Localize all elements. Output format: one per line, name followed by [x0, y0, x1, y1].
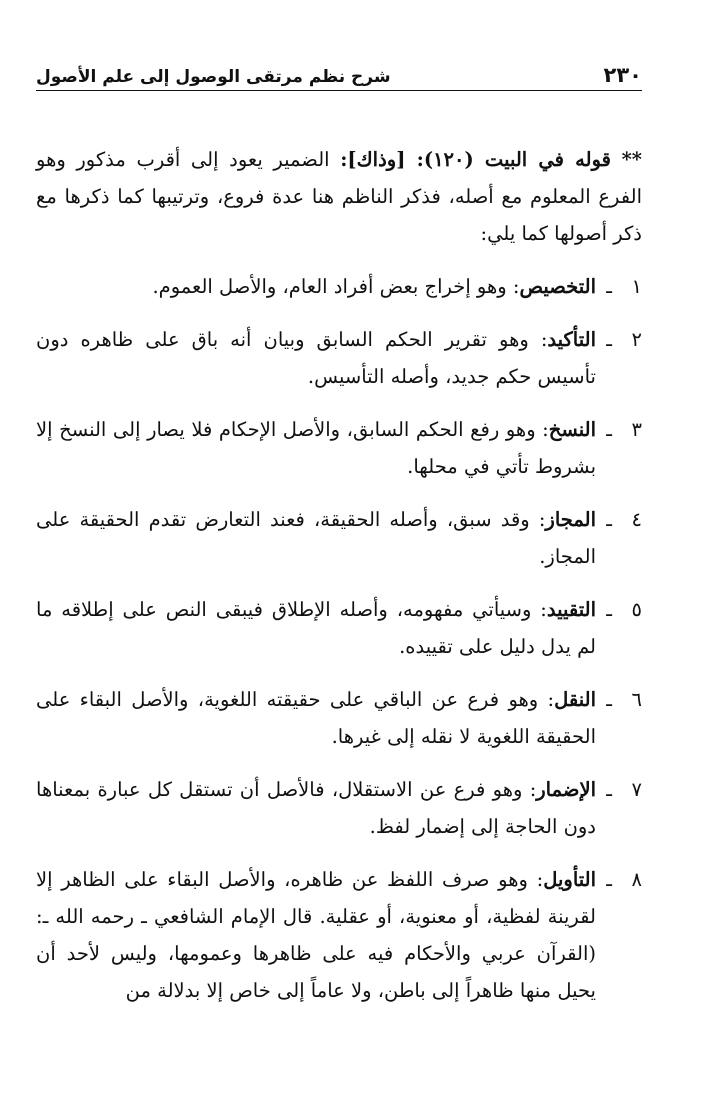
intro-heading: قوله في البيت (١٢٠): [وذاك]: — [340, 148, 611, 171]
item-body — [36, 681, 596, 755]
item-dash: ـ — [606, 328, 612, 351]
item-dash: ـ — [606, 688, 612, 711]
item-body — [36, 501, 596, 575]
item-term: التقييد — [546, 598, 596, 621]
list-item — [36, 501, 642, 575]
item-body — [36, 411, 596, 485]
item-term: التأكيد — [547, 328, 596, 351]
item-number: ٦ — [631, 688, 642, 711]
list-item — [36, 411, 642, 485]
item-text: : وهو رفع الحكم السابق، والأصل الإحكام فلا يصار إلى النسخ إلا بشروط تأتي في محلها. — [36, 418, 596, 478]
item-text: : وهو فرع عن الباقي على حقيقته اللغوية، والأصل البقاء على الحقيقة اللغوية لا نقله إلى غيرها. — [36, 688, 596, 748]
item-term: التخصيص — [519, 275, 596, 298]
item-term: التأويل — [543, 868, 596, 891]
list-item — [36, 268, 642, 305]
list-item — [36, 861, 642, 1009]
item-number: ٧ — [631, 778, 642, 801]
item-term: النقل — [554, 688, 596, 711]
item-text: : وهو تقرير الحكم السابق وبيان أنه باق على ظاهره دون تأسيس حكم جديد، وأصله التأسيس. — [36, 328, 596, 388]
item-body — [36, 771, 596, 845]
item-dash: ـ — [606, 598, 612, 621]
branches-list — [36, 268, 642, 1009]
item-text: : وسيأتي مفهومه، وأصله الإطلاق فيبقى النص على إطلاقه ما لم يدل دليل على تقييده. — [36, 598, 596, 658]
item-dash: ـ — [606, 778, 612, 801]
book-title: شرح نظم مرتقى الوصول إلى علم الأصول — [36, 67, 391, 87]
item-body — [36, 321, 596, 395]
asterisk-marker: ** — [621, 148, 643, 171]
item-dash: ـ — [606, 868, 612, 891]
item-text: : وهو فرع عن الاستقلال، فالأصل أن تستقل كل عبارة بمعناها دون الحاجة إلى إضمار لفظ. — [36, 778, 596, 838]
list-item — [36, 771, 642, 845]
item-term: الإضمار — [536, 778, 596, 801]
item-text: : وقد سبق، وأصله الحقيقة، فعند التعارض تقدم الحقيقة على المجاز. — [36, 508, 596, 568]
item-text: : وهو صرف اللفظ عن ظاهره، والأصل البقاء على الظاهر إلا لقرينة لفظية، أو معنوية، أو عقلية. قال الإمام الشافعي ـ رحمه الله ـ: (القرآن عربي والأحكام فيه على ظاهرها وعمومها، وليس لأحد أن يحيل منها ظاهراً إلى باطن، ولا عاماً إلى خاص إلا بدلالة من — [36, 868, 596, 1002]
item-body — [36, 861, 596, 1009]
intro-paragraph — [36, 141, 642, 252]
running-header — [36, 56, 642, 91]
item-number: ٣ — [631, 418, 642, 441]
page-number: ٢٣٠ — [603, 63, 642, 87]
item-dash: ـ — [606, 418, 612, 441]
item-text: : وهو إخراج بعض أفراد العام، والأصل العموم. — [152, 275, 520, 298]
item-dash: ـ — [606, 508, 612, 531]
item-term: النسخ — [548, 418, 596, 441]
item-number: ٨ — [631, 868, 642, 891]
item-number: ٢ — [631, 328, 642, 351]
list-item — [36, 681, 642, 755]
item-number: ٤ — [631, 508, 642, 531]
intro-text: الضمير يعود إلى أقرب مذكور وهو الفرع المعلوم مع أصله، فذكر الناظم هنا عدة فروع، وترتيبها كما ذكرها مع ذكر أصولها كما يلي: — [36, 148, 642, 245]
item-body — [36, 268, 596, 305]
page-body — [36, 141, 642, 1009]
item-number: ٥ — [631, 598, 642, 621]
list-item — [36, 321, 642, 395]
item-dash: ـ — [606, 275, 612, 298]
item-body — [36, 591, 596, 665]
item-term: المجاز — [545, 508, 596, 531]
list-item — [36, 591, 642, 665]
item-number: ١ — [631, 275, 642, 298]
